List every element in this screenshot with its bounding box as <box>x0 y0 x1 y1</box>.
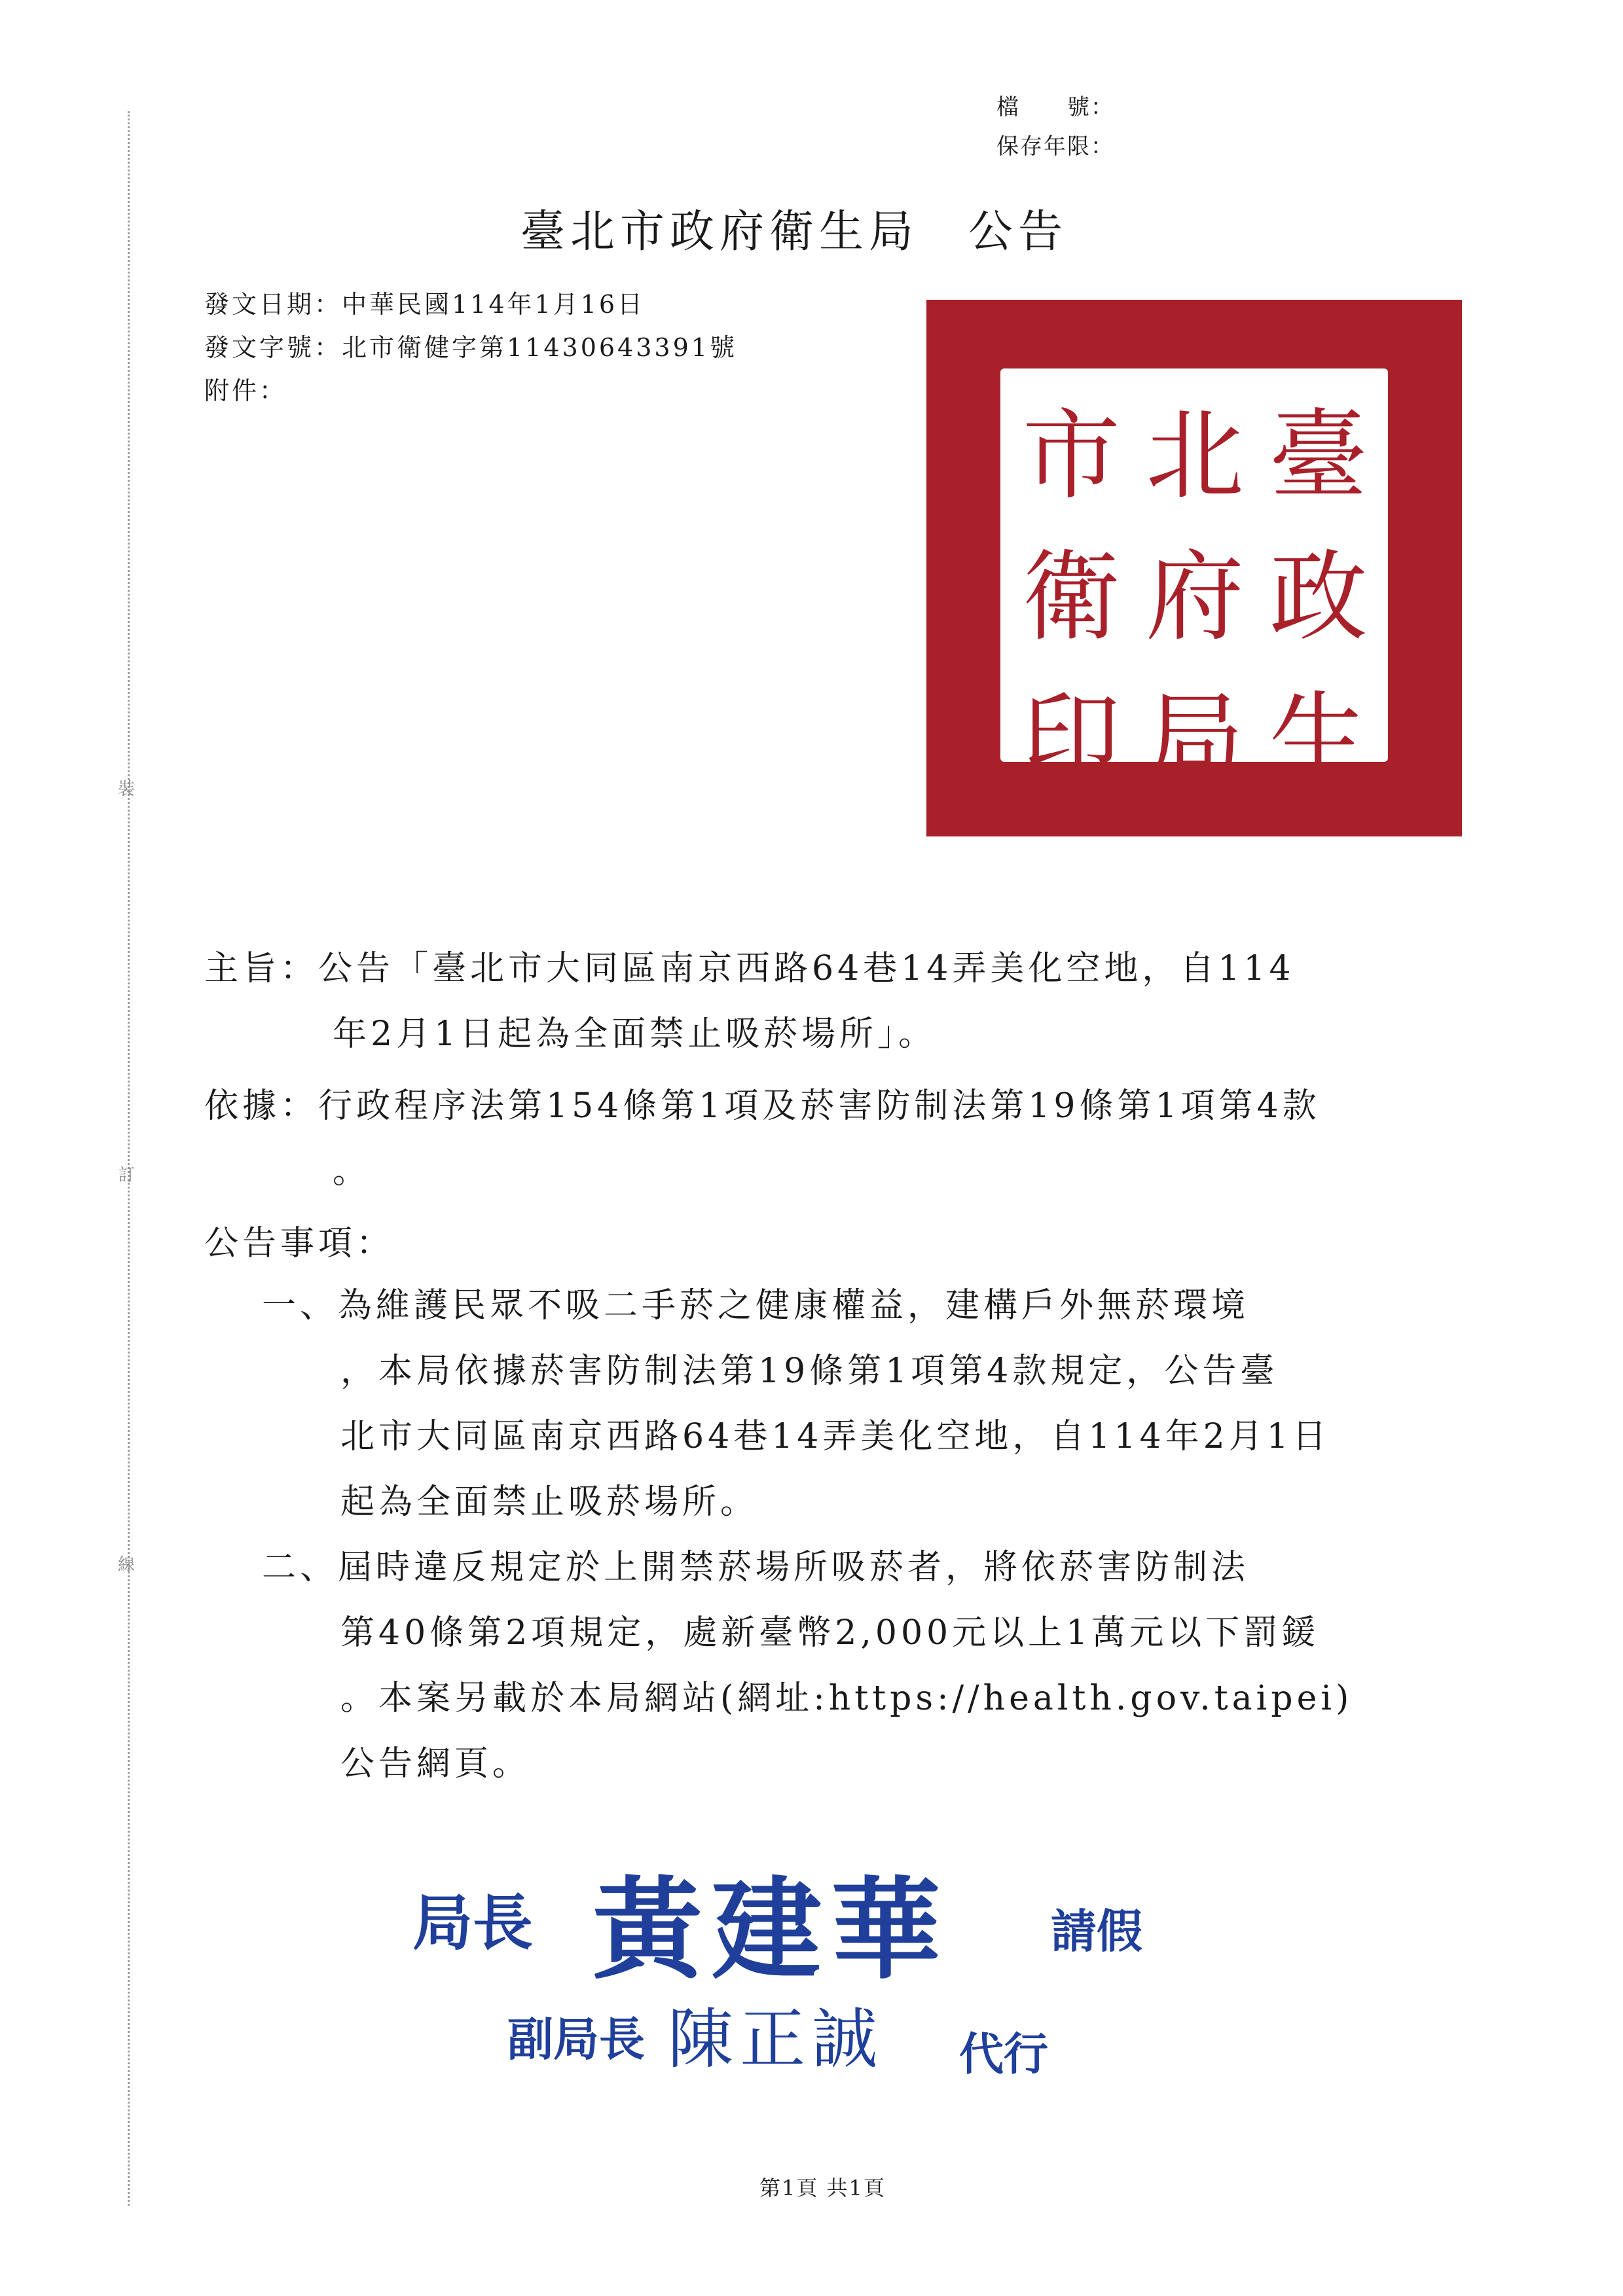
basis-line-2: 。 <box>333 1152 371 1191</box>
binding-mark-xian: 線 <box>118 1555 136 1575</box>
seal-char: 衛 <box>1022 541 1121 655</box>
deputy-director-name: 陳正誠 <box>668 2001 884 2077</box>
seal-char: 印 <box>1022 682 1121 796</box>
page-number: 第1頁 共1頁 <box>759 2176 886 2200</box>
basis-line-1: 依據：行政程序法第154條第1項及菸害防制法第19條第1項第4款 <box>204 1086 1321 1126</box>
notice-heading: 公告事項： <box>204 1224 395 1263</box>
seal-char: 生 <box>1269 682 1368 796</box>
seal-char: 北 <box>1145 399 1244 513</box>
notice-item-1-line-1: 一、為維護民眾不吸二手菸之健康權益，建構戶外無菸環境 <box>262 1286 1250 1325</box>
deputy-director-title: 副局長 <box>507 2013 645 2066</box>
file-number-label: 檔 號： <box>996 94 1114 120</box>
notice-item-2-line-2: 第40條第2項規定，處新臺幣2,000元以上1萬元以下罰鍰 <box>340 1613 1320 1653</box>
document-header <box>204 283 737 412</box>
subject-line-2: 年2月1日起為全面禁止吸菸場所」。 <box>333 1014 937 1054</box>
seal-char: 府 <box>1145 541 1244 655</box>
binding-mark-zhuang: 裝 <box>118 780 136 799</box>
notice-item-1-line-4: 起為全面禁止吸菸場所。 <box>340 1482 759 1522</box>
attachment-label: 附件： <box>204 376 287 405</box>
notice-item-2-line-4: 公告網頁。 <box>340 1744 531 1784</box>
subject-line-1: 主旨：公告「臺北市大同區南京西路64巷14弄美化空地，自114 <box>204 949 1295 988</box>
seal-char: 政 <box>1269 541 1368 655</box>
binding-line <box>128 111 130 2206</box>
binding-mark-ding: 訂 <box>118 1166 136 1185</box>
notice-item-2-line-1: 二、屆時違反規定於上開禁菸場所吸菸者，將依菸害防制法 <box>262 1548 1250 1587</box>
document-number: 發文字號：北市衛健字第11430643391號 <box>204 333 737 362</box>
acting-note: 代行 <box>959 2029 1049 2081</box>
director-name: 黃建華 <box>593 1866 950 1994</box>
seal-characters <box>1010 376 1380 796</box>
document-title: 臺北市政府衛生局 公告 <box>520 206 1068 258</box>
notice-item-1-line-3: 北市大同區南京西路64巷14弄美化空地，自114年2月1日 <box>340 1417 1330 1456</box>
seal-char: 臺 <box>1269 399 1368 513</box>
seal-char: 局 <box>1145 682 1244 796</box>
director-leave-note: 請假 <box>1051 1905 1142 1958</box>
issue-date: 發文日期：中華民國114年1月16日 <box>204 290 646 319</box>
retention-period-label: 保存年限： <box>996 134 1114 160</box>
director-title: 局長 <box>412 1888 534 1958</box>
notice-item-2-line-3: 。本案另載於本局網站(網址:https://health.gov.taipei) <box>340 1679 1353 1718</box>
seal-char: 市 <box>1022 399 1121 513</box>
notice-item-1-line-2: ，本局依據菸害防制法第19條第1項第4款規定，公告臺 <box>340 1352 1279 1391</box>
